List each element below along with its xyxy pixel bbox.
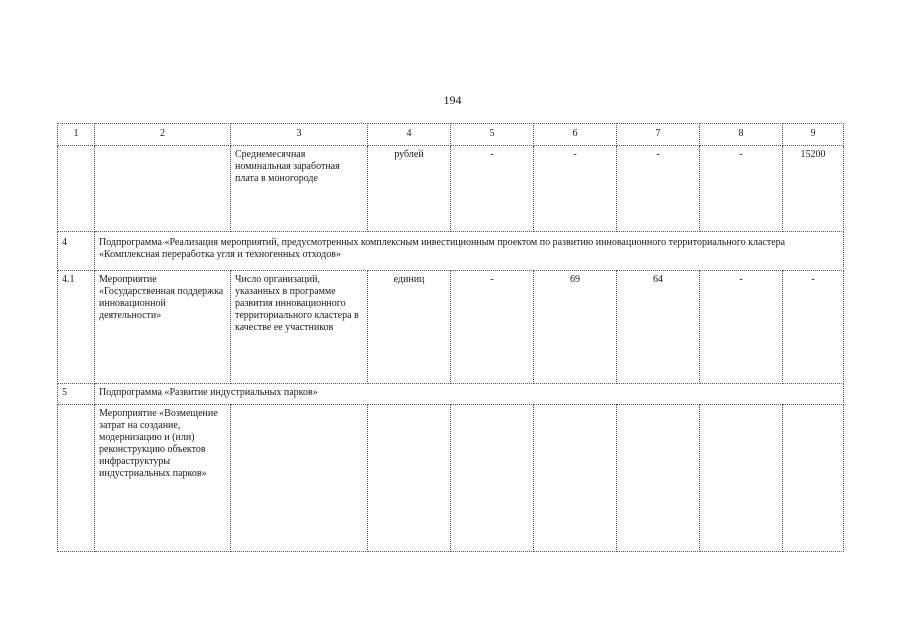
subprogram-title: Подпрограмма «Развитие индустриальных парков» — [95, 384, 844, 405]
activity-cell: Мероприятие «Государственная поддержка инновационной деятельности» — [95, 271, 231, 384]
row-number-cell — [58, 405, 95, 552]
value-cell: 64 — [617, 271, 700, 384]
header-cell: 9 — [783, 124, 844, 146]
row-number-cell: 4 — [58, 232, 95, 271]
value-cell: - — [783, 271, 844, 384]
header-cell: 6 — [534, 124, 617, 146]
subprogram-row — [58, 384, 844, 405]
value-cell: 69 — [534, 271, 617, 384]
value-cell — [783, 405, 844, 552]
indicator-cell — [231, 405, 368, 552]
value-cell: - — [451, 271, 534, 384]
subprogram-title: Подпрограмма «Реализация мероприятий, предусмотренных комплексным инвестиционным проектом по развитию инновационного территориального кластера «Комплексная переработка угля и техногенных отходов» — [95, 232, 844, 271]
value-cell — [700, 405, 783, 552]
value-cell: - — [700, 271, 783, 384]
value-cell — [534, 405, 617, 552]
table-row — [58, 271, 844, 384]
indicator-cell: Число организаций, указанных в программе развития инновационного территориального кластера в качестве ее участников — [231, 271, 368, 384]
table-row — [58, 405, 844, 552]
value-cell — [617, 405, 700, 552]
row-number-cell: 4.1 — [58, 271, 95, 384]
header-cell: 3 — [231, 124, 368, 146]
subprogram-row — [58, 232, 844, 271]
header-cell: 5 — [451, 124, 534, 146]
value-cell: - — [534, 146, 617, 232]
unit-cell: рублей — [368, 146, 451, 232]
header-cell: 8 — [700, 124, 783, 146]
value-cell: - — [617, 146, 700, 232]
header-cell: 4 — [368, 124, 451, 146]
table-row — [58, 146, 844, 232]
activity-cell: Мероприятие «Возмещение затрат на создание, модернизацию и (или) реконструкцию объектов инфраструктуры индустриальных парков» — [95, 405, 231, 552]
row-number-cell — [58, 146, 95, 232]
value-cell — [451, 405, 534, 552]
value-cell: - — [700, 146, 783, 232]
table-header-row — [58, 124, 844, 146]
value-cell: - — [451, 146, 534, 232]
header-cell: 2 — [95, 124, 231, 146]
activity-cell — [95, 146, 231, 232]
value-cell: 15200 — [783, 146, 844, 232]
header-cell: 7 — [617, 124, 700, 146]
page-number: 194 — [443, 93, 462, 107]
header-cell: 1 — [58, 124, 95, 146]
indicators-table — [57, 123, 844, 552]
unit-cell — [368, 405, 451, 552]
unit-cell: единиц — [368, 271, 451, 384]
indicator-cell: Среднемесячная номинальная заработная плата в моногороде — [231, 146, 368, 232]
row-number-cell: 5 — [58, 384, 95, 405]
